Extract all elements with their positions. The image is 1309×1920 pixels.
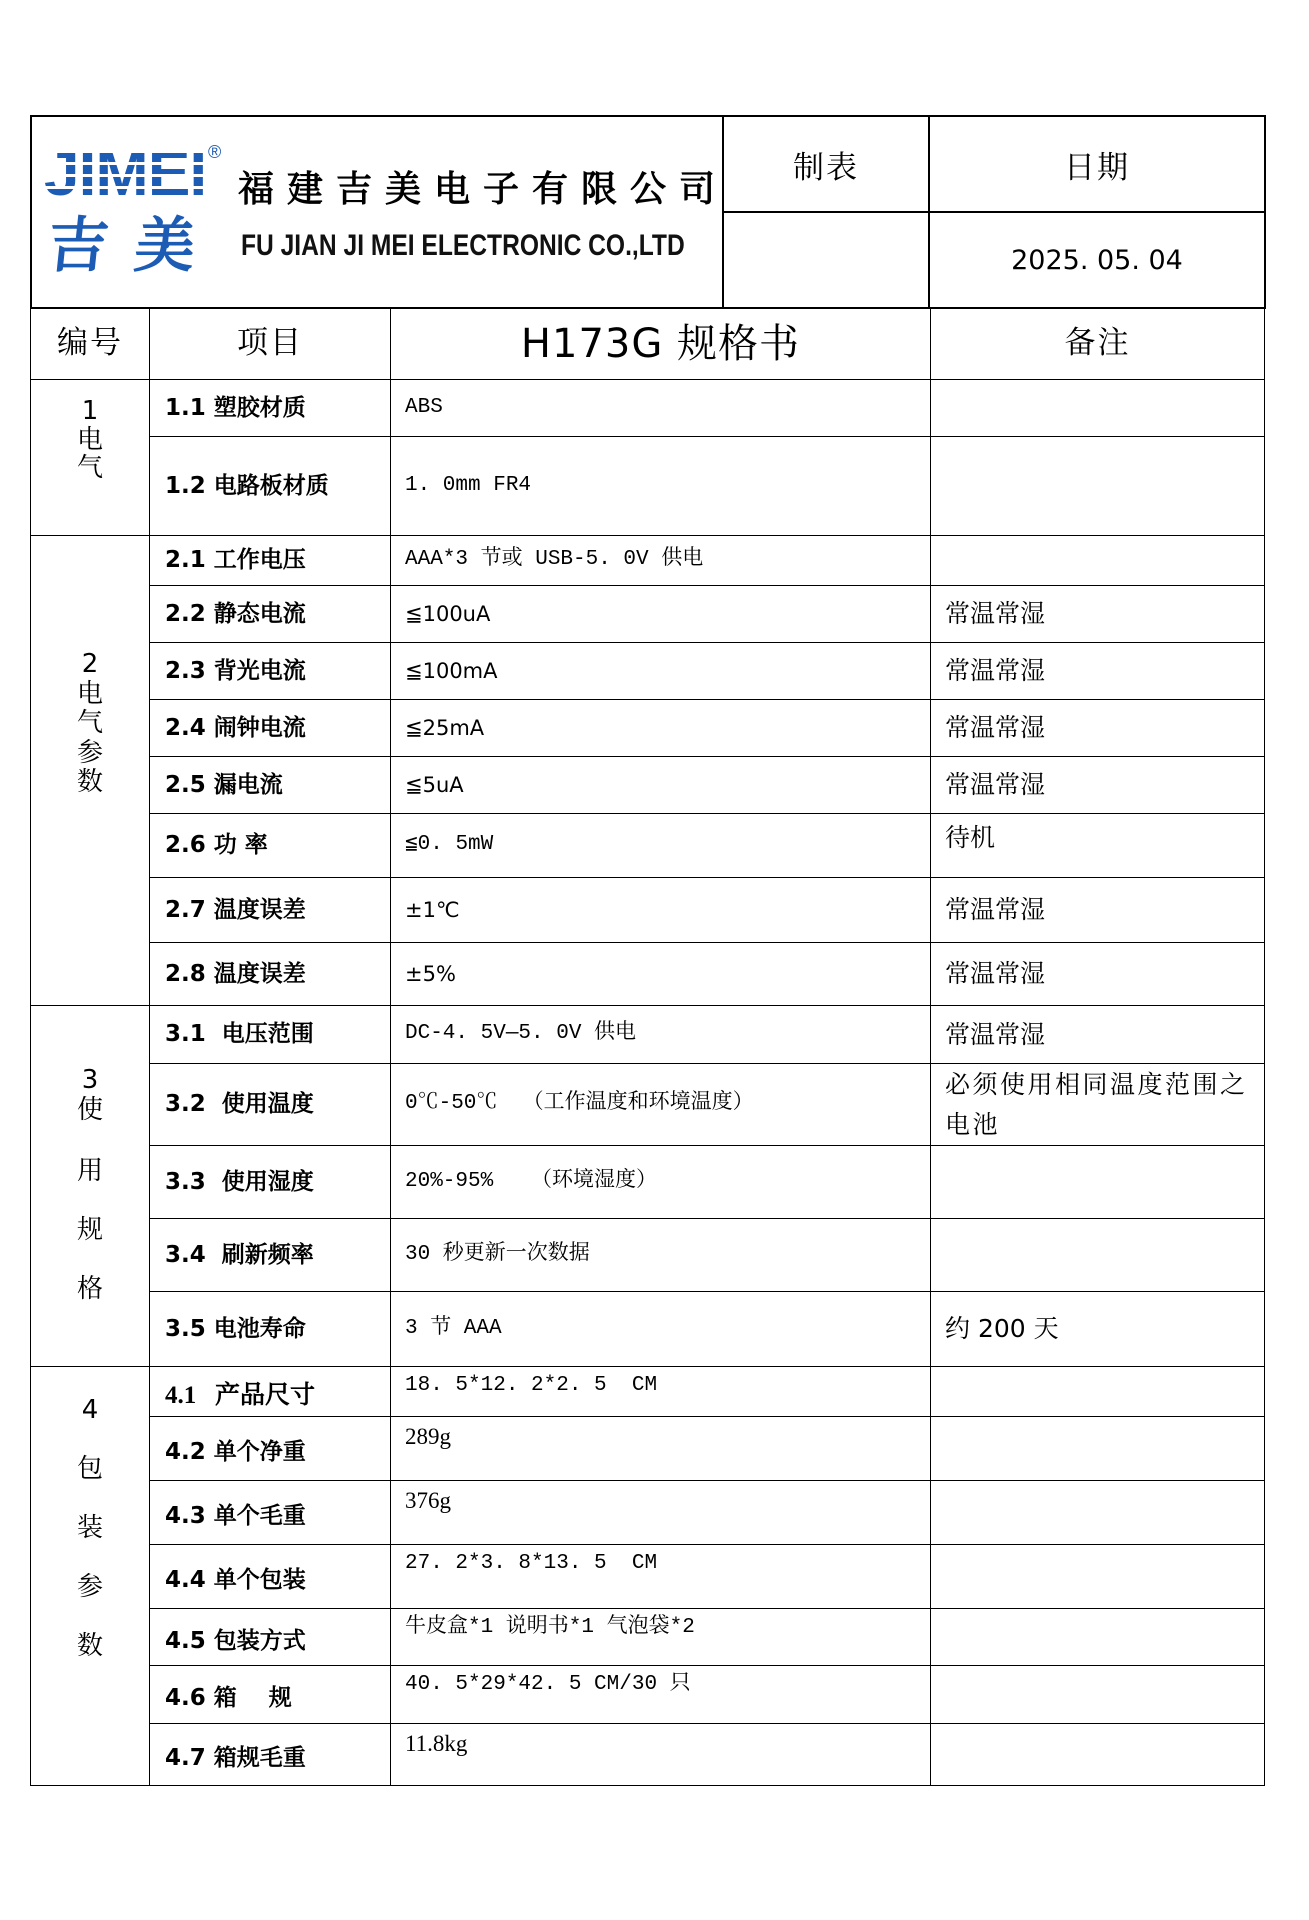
spec-row	[31, 1219, 1265, 1292]
item-value: 3 节 AAA	[391, 1292, 931, 1367]
item-label: 2.3 背光电流	[150, 643, 391, 700]
item-remark	[931, 1609, 1265, 1666]
item-label: 4.7 箱规毛重	[150, 1724, 391, 1786]
section-label-char: 规	[76, 1215, 103, 1245]
spec-row	[31, 814, 1265, 878]
section-label-char: 格	[76, 1274, 103, 1304]
item-value: AAA*3 节或 USB-5. 0V 供电	[391, 536, 931, 586]
item-label: 2.8 温度误差	[150, 943, 391, 1006]
section-label-char: 2	[81, 649, 99, 679]
section-label-char: 4	[81, 1395, 99, 1425]
document-title: H173G 规格书	[391, 308, 931, 380]
company-name-english: FU JIAN JI MEI ELECTRONIC CO.,LTD	[241, 229, 685, 262]
jimei-logo-chinese: 吉美	[44, 211, 226, 281]
spec-row	[31, 1417, 1265, 1481]
item-label: 1.2 电路板材质	[150, 437, 391, 536]
item-label: 3.2 使用温度	[150, 1064, 391, 1146]
spec-row	[31, 1609, 1265, 1666]
item-label: 4.6 箱 规	[150, 1666, 391, 1724]
item-value: ABS	[391, 380, 931, 437]
item-label: 4.1 产品尺寸	[150, 1367, 391, 1417]
document-header	[30, 115, 1266, 309]
item-value: 牛皮盒*1 说明书*1 气泡袋*2	[391, 1609, 931, 1666]
section-label-1	[31, 380, 150, 536]
item-remark	[931, 1367, 1265, 1417]
item-remark	[931, 536, 1265, 586]
section-label-char: 使	[76, 1095, 103, 1125]
registered-mark-icon: ®	[208, 142, 222, 162]
item-label: 4.3 单个毛重	[150, 1481, 391, 1545]
item-label: 2.7 温度误差	[150, 878, 391, 943]
prepared-by-label: 制表	[723, 116, 929, 212]
item-label: 4.4 单个包装	[150, 1545, 391, 1609]
item-label: 3.3 使用湿度	[150, 1146, 391, 1219]
section-label-char: 用	[76, 1156, 103, 1186]
section-label-char: 包	[76, 1454, 103, 1484]
spec-row	[31, 380, 1265, 437]
item-value: ≦0. 5mW	[391, 814, 931, 878]
item-remark	[931, 380, 1265, 437]
item-value: 20%-95% （环境湿度）	[391, 1146, 931, 1219]
spec-row	[31, 878, 1265, 943]
section-label-char: 装	[76, 1513, 103, 1543]
item-value: ≦25mA	[391, 700, 931, 757]
section-label-char: 3	[81, 1065, 99, 1095]
item-label: 1.1 塑胶材质	[150, 380, 391, 437]
spec-row	[31, 943, 1265, 1006]
item-value: ≦5uA	[391, 757, 931, 814]
item-value: 376g	[391, 1481, 931, 1545]
item-remark	[931, 1219, 1265, 1292]
item-remark: 常温常湿	[931, 878, 1265, 943]
item-label: 2.2 静态电流	[150, 586, 391, 643]
date-value: 2025. 05. 04	[929, 212, 1265, 308]
section-label-char: 电	[76, 424, 103, 455]
item-label: 3.5 电池寿命	[150, 1292, 391, 1367]
section-label-char: 电	[76, 678, 103, 709]
section-label-4	[31, 1367, 150, 1786]
spec-row	[31, 1481, 1265, 1545]
column-header-remark: 备注	[931, 308, 1265, 380]
item-value: 18. 5*12. 2*2. 5 CM	[391, 1367, 931, 1417]
item-label: 2.6 功 率	[150, 814, 391, 878]
item-remark	[931, 1146, 1265, 1219]
spec-row	[31, 1367, 1265, 1417]
section-label-char: 气	[76, 708, 103, 738]
spec-row	[31, 536, 1265, 586]
jimei-logo-wordmark: JIMEI	[44, 137, 207, 209]
company-logo	[32, 117, 729, 307]
item-value: 1. 0mm FR4	[391, 437, 931, 536]
item-remark: 常温常湿	[931, 586, 1265, 643]
spec-row	[31, 1146, 1265, 1219]
item-remark: 常温常湿	[931, 700, 1265, 757]
spec-row	[31, 757, 1265, 814]
item-value: ±1℃	[391, 878, 931, 943]
item-value: ≦100uA	[391, 586, 931, 643]
spec-row	[31, 1064, 1265, 1146]
item-label: 4.2 单个净重	[150, 1417, 391, 1481]
item-value: ±5%	[391, 943, 931, 1006]
spec-table	[30, 307, 1265, 1786]
item-remark	[931, 1724, 1265, 1786]
item-remark: 必须使用相同温度范围之电池	[931, 1064, 1265, 1146]
section-label-3	[31, 1006, 150, 1367]
item-label: 2.4 闹钟电流	[150, 700, 391, 757]
spec-row	[31, 1292, 1265, 1367]
section-label-char: 气	[76, 453, 103, 483]
spec-row	[31, 586, 1265, 643]
company-name-chinese: 福建吉美电子有限公司	[238, 169, 729, 210]
company-logo-cell	[31, 116, 729, 308]
item-label: 4.5 包装方式	[150, 1609, 391, 1666]
item-remark	[931, 1481, 1265, 1545]
item-remark: 常温常湿	[931, 757, 1265, 814]
item-label: 3.1 电压范围	[150, 1006, 391, 1064]
item-value: DC-4. 5V—5. 0V 供电	[391, 1006, 931, 1064]
section-label-char: 参	[76, 1572, 103, 1602]
item-value: 40. 5*29*42. 5 CM/30 只	[391, 1666, 931, 1724]
column-header-item: 项目	[150, 308, 391, 380]
item-remark: 常温常湿	[931, 1006, 1265, 1064]
spec-row	[31, 1666, 1265, 1724]
item-value: 30 秒更新一次数据	[391, 1219, 931, 1292]
item-value: 11.8kg	[391, 1724, 931, 1786]
item-remark: 约 200 天	[931, 1292, 1265, 1367]
item-label: 2.1 工作电压	[150, 536, 391, 586]
spec-row	[31, 437, 1265, 536]
item-value: 289g	[391, 1417, 931, 1481]
spec-row	[31, 700, 1265, 757]
item-value: 0℃-50℃ （工作温度和环境温度）	[391, 1064, 931, 1146]
section-label-char: 数	[76, 767, 103, 797]
section-label-char: 参	[76, 737, 103, 768]
item-remark	[931, 1666, 1265, 1724]
item-remark: 常温常湿	[931, 643, 1265, 700]
item-remark	[931, 1417, 1265, 1481]
column-header-no: 编号	[31, 308, 150, 380]
item-label: 3.4 刷新频率	[150, 1219, 391, 1292]
spec-row	[31, 1724, 1265, 1786]
date-label: 日期	[929, 116, 1265, 212]
section-label-2	[31, 536, 150, 1006]
section-label-char: 1	[81, 396, 99, 426]
spec-row	[31, 1006, 1265, 1064]
item-remark	[931, 437, 1265, 536]
item-value: 27. 2*3. 8*13. 5 CM	[391, 1545, 931, 1609]
column-header-row	[31, 308, 1265, 380]
spec-row	[31, 643, 1265, 700]
prepared-by-value	[723, 212, 929, 308]
item-remark	[931, 1545, 1265, 1609]
section-label-char: 数	[76, 1631, 103, 1661]
item-label: 2.5 漏电流	[150, 757, 391, 814]
spec-row	[31, 1545, 1265, 1609]
item-remark: 常温常湿	[931, 943, 1265, 1006]
item-value: ≦100mA	[391, 643, 931, 700]
item-remark: 待机	[931, 814, 1265, 878]
